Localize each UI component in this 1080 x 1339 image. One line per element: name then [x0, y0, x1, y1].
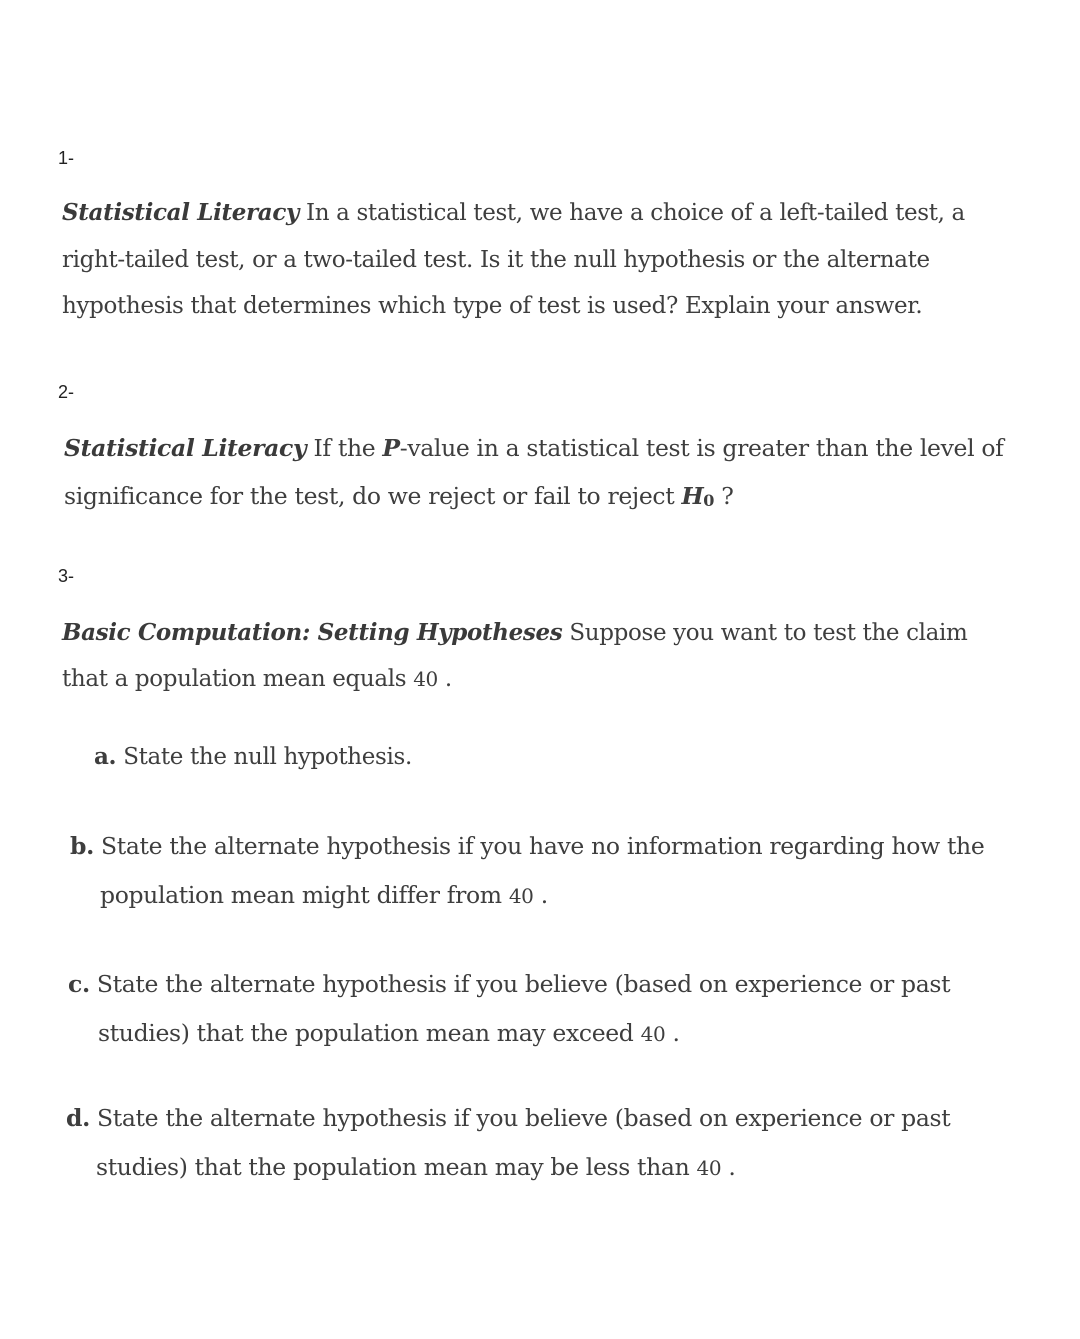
p-value-symbol: P — [382, 434, 400, 462]
h-subscript: 0 — [703, 491, 715, 510]
question-2-body-start: If the — [313, 434, 376, 462]
question-1-lead: Statistical Literacy — [62, 199, 300, 226]
question-3-body: Suppose you want to test the claim that a population mean equals — [62, 620, 968, 692]
item-b-letter: b. — [70, 832, 94, 860]
item-b-period: . — [540, 880, 548, 909]
item-d — [66, 1094, 991, 1192]
question-2-body-middle: -value in a statistical test is greater than the level of significance for the test, do we reject or fail to reject — [64, 434, 1004, 510]
question-2-lead: Statistical Literacy — [64, 434, 307, 462]
question-3-number: 3- — [58, 566, 75, 586]
item-c — [68, 960, 993, 1058]
question-2-number: 2- — [58, 382, 75, 402]
question-3-value: 40 — [413, 667, 438, 691]
question-2-body-end: ? — [721, 482, 734, 510]
question-3-lead: Basic Computation: Setting Hypotheses — [62, 619, 563, 646]
item-a-letter: a. — [94, 743, 117, 770]
question-1-number: 1- — [58, 148, 75, 168]
item-b — [70, 822, 1035, 920]
question-2-text — [64, 424, 1014, 525]
question-1-body: In a statistical test, we have a choice of a left-tailed test, a right-tailed test, or a two-tailed test. Is it the null hypothesis or the alternate hypothesis that determines which type of test is used? Explain your answer. — [62, 200, 965, 319]
item-a-text: State the null hypothesis. — [123, 744, 412, 770]
h-letter: H — [681, 482, 704, 510]
item-b-value: 40 — [508, 883, 534, 908]
item-c-period: . — [672, 1018, 680, 1047]
item-d-text: State the alternate hypothesis if you believe (based on experience or past studies) that the population mean may be less than — [96, 1104, 951, 1181]
item-c-text: State the alternate hypothesis if you believe (based on experience or past studies) that the population mean may exceed — [96, 970, 951, 1047]
question-1-text — [62, 190, 1007, 330]
item-c-letter: c. — [68, 970, 90, 998]
item-b-text: State the alternate hypothesis if you have no information regarding how the population mean might differ from — [100, 832, 985, 909]
item-c-value: 40 — [640, 1021, 666, 1046]
item-a — [94, 740, 994, 774]
question-3-period: . — [444, 666, 452, 692]
question-3-text — [62, 610, 1007, 702]
item-d-period: . — [728, 1152, 736, 1181]
item-d-value: 40 — [696, 1155, 722, 1180]
null-hypothesis-symbol — [681, 482, 714, 510]
item-d-letter: d. — [66, 1104, 90, 1132]
